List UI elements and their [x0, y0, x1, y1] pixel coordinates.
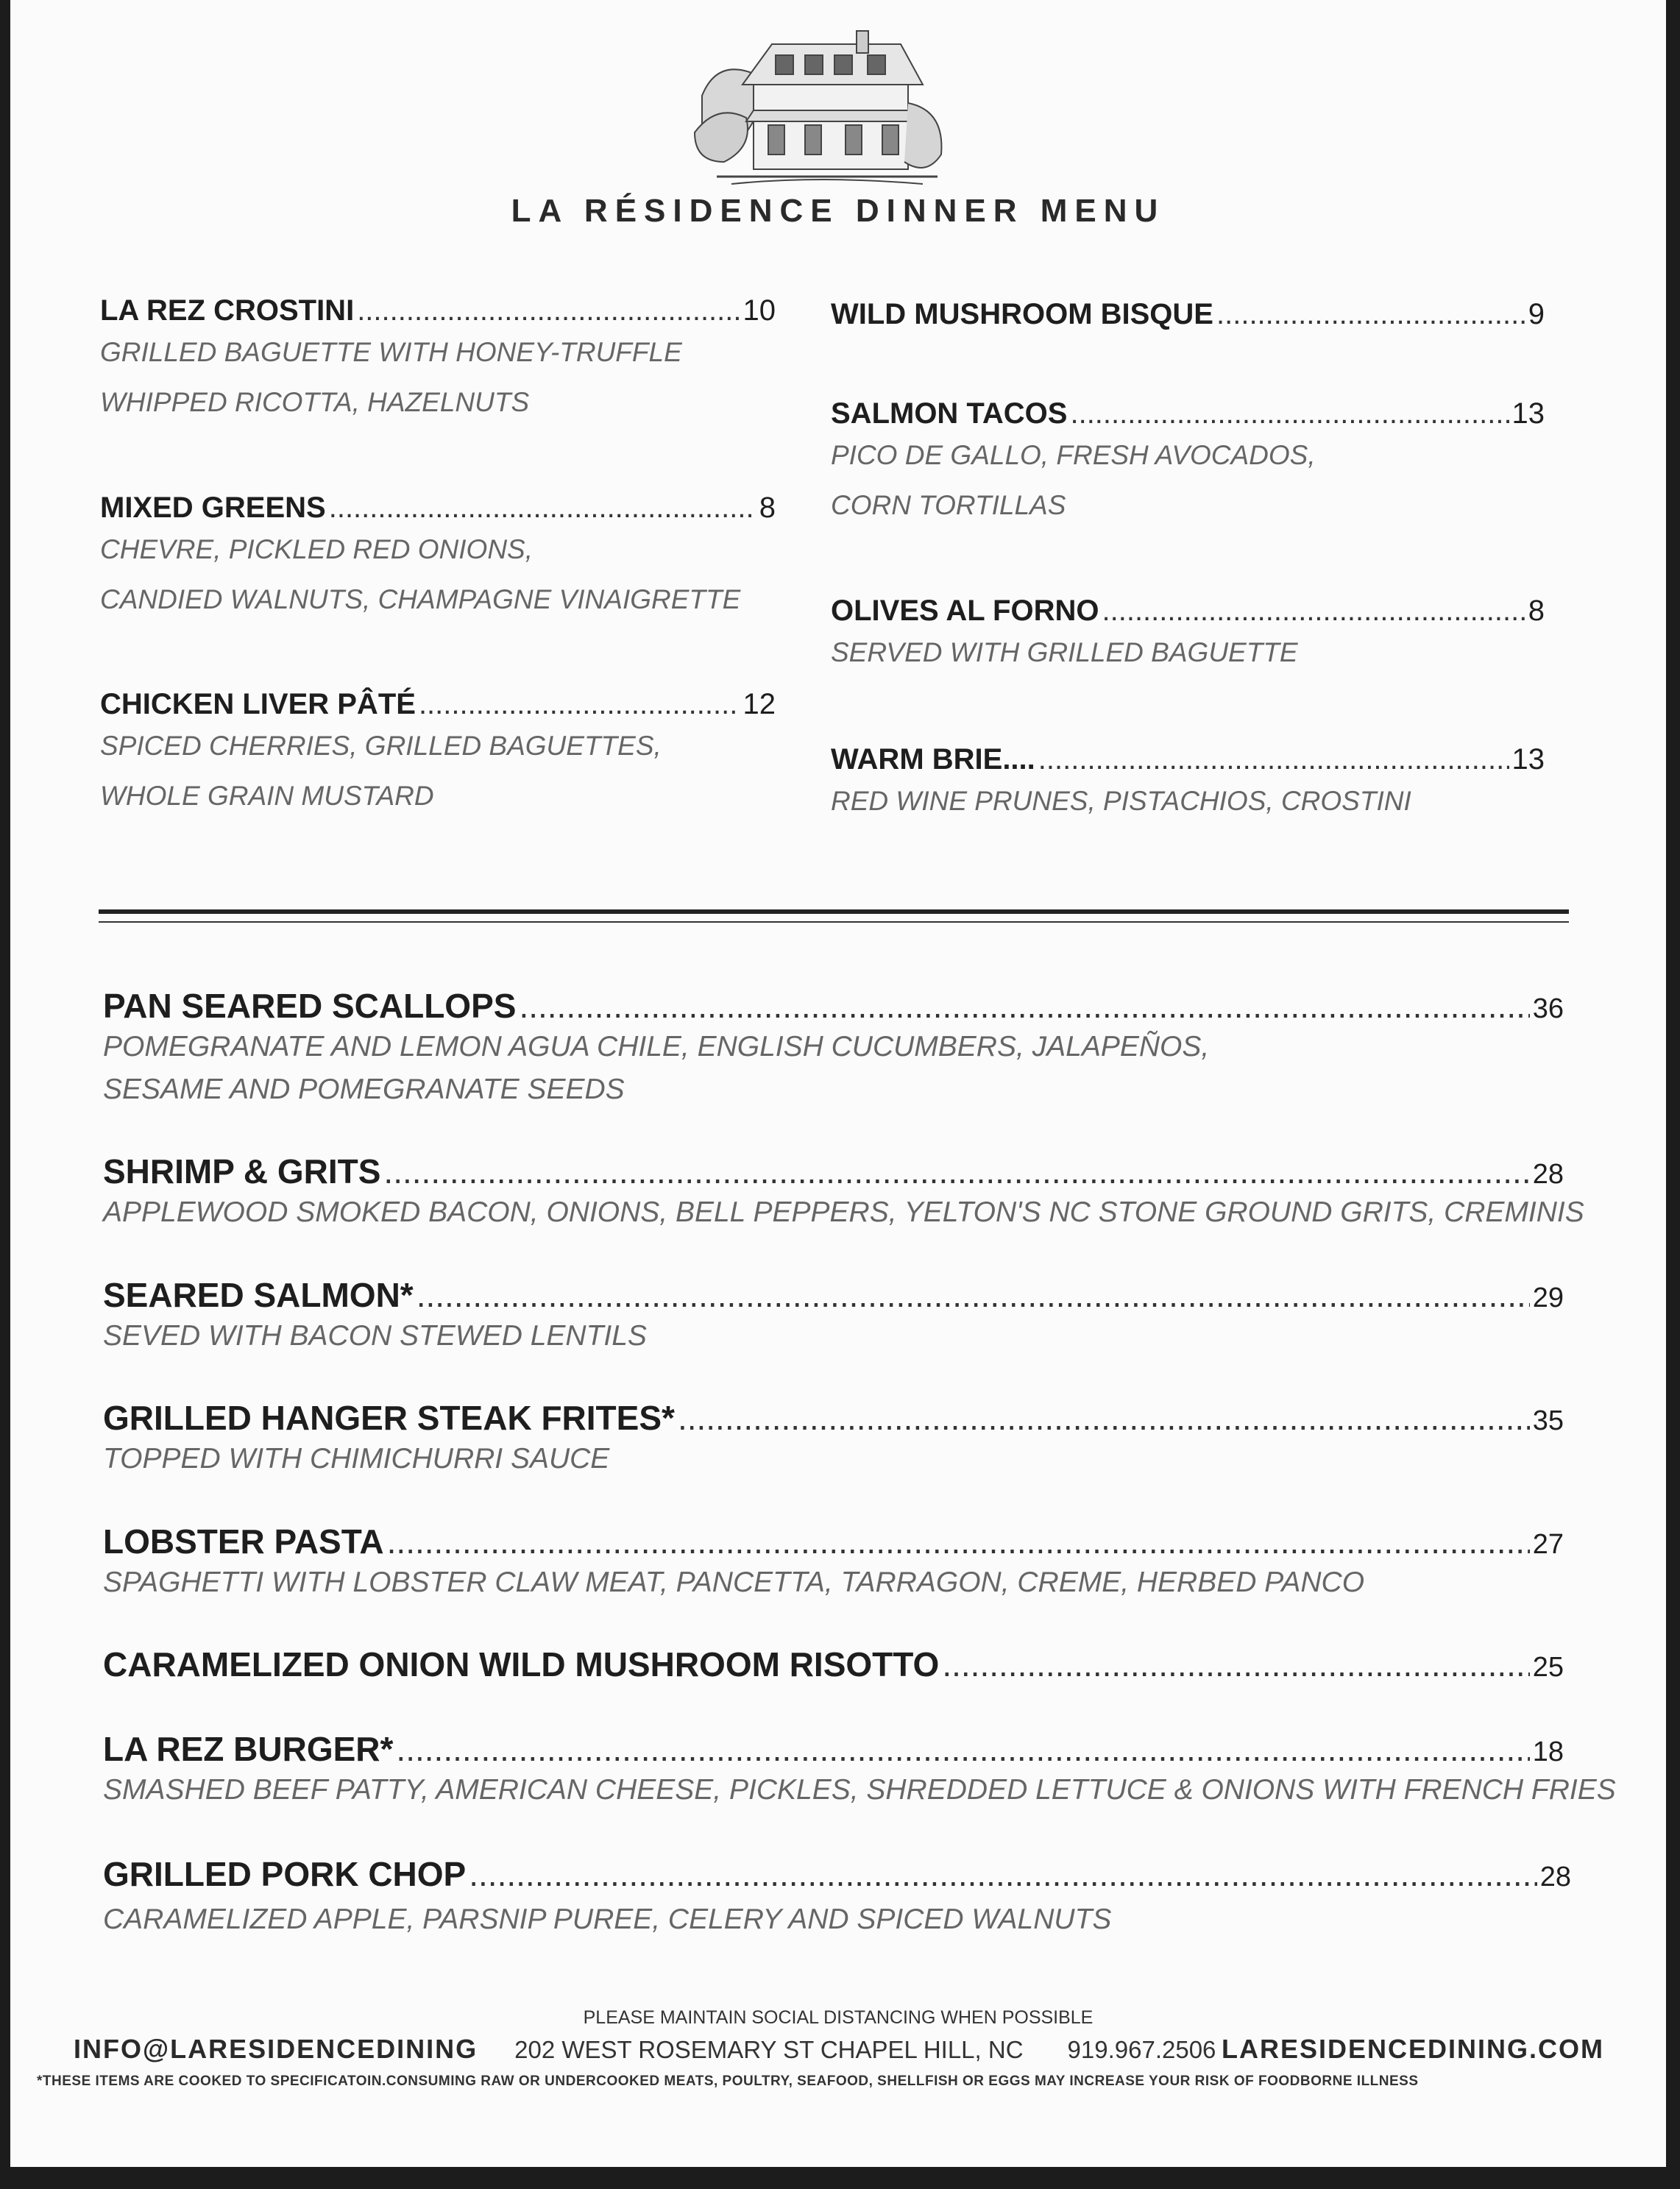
item-name: SHRIMP & GRITS — [103, 1152, 381, 1191]
menu-item — [103, 1522, 1564, 1604]
menu-item — [831, 743, 1545, 826]
menu-item — [100, 492, 776, 625]
item-description: TOPPED WITH CHIMICHURRI SAUCE — [103, 1443, 610, 1475]
item-price: 28 — [1532, 1159, 1564, 1190]
item-description: SPICED CHERRIES, GRILLED BAGUETTES, — [100, 731, 662, 761]
item-price: 10 — [742, 294, 776, 327]
item-name: WILD MUSHROOM BISQUE — [831, 298, 1213, 330]
menu-item — [103, 1152, 1584, 1234]
menu-item — [100, 294, 776, 427]
menu-item — [103, 1275, 1564, 1358]
item-description: GRILLED BAGUETTE WITH HONEY-TRUFFLE — [100, 337, 682, 367]
menu-page — [10, 0, 1666, 2167]
item-name: MIXED GREENS — [100, 492, 326, 524]
item-description: SMASHED BEEF PATTY, AMERICAN CHEESE, PICKLES, SHREDDED LETTUCE & ONIONS WITH FRENCH FRIES — [103, 1774, 1616, 1806]
item-description: APPLEWOOD SMOKED BACON, ONIONS, BELL PEPPERS, YELTON'S NC STONE GROUND GRITS, CREMINIS — [103, 1196, 1584, 1228]
item-price: 25 — [1532, 1652, 1564, 1683]
house-illustration-icon — [687, 29, 952, 191]
contact-phone[interactable]: 919.967.2506 — [1067, 2036, 1216, 2063]
item-name: GRILLED PORK CHOP — [103, 1855, 467, 1893]
item-name: CHICKEN LIVER PÂTÉ — [100, 688, 416, 720]
item-price: 13 — [1511, 743, 1545, 776]
item-name: PAN SEARED SCALLOPS — [103, 987, 517, 1025]
item-price: 8 — [1528, 595, 1545, 627]
item-name: CARAMELIZED ONION WILD MUSHROOM RISOTTO — [103, 1645, 940, 1684]
item-description: CORN TORTILLAS — [831, 490, 1066, 520]
item-description: WHIPPED RICOTTA, HAZELNUTS — [100, 387, 530, 417]
item-description: SEVED WITH BACON STEWED LENTILS — [103, 1320, 647, 1352]
menu-item — [103, 1854, 1571, 1945]
item-description: WHOLE GRAIN MUSTARD — [100, 781, 434, 811]
menu-item — [103, 986, 1564, 1111]
item-name: LA REZ CROSTINI — [100, 294, 355, 327]
item-name: OLIVES AL FORNO — [831, 595, 1099, 627]
food-safety-disclaimer: *THESE ITEMS ARE COOKED TO SPECIFICATOIN.CONSUMING RAW OR UNDERCOOKED MEATS, POULTRY, SEAFOOD, SHELLFISH OR EGGS MAY INCREASE YOUR RISK OF FOODBORNE ILLNESS — [37, 2073, 1419, 2089]
item-price: 8 — [759, 492, 776, 524]
item-price: 18 — [1532, 1736, 1564, 1767]
menu-item — [100, 688, 776, 821]
item-name: WARM BRIE.... — [831, 743, 1035, 776]
item-price: 13 — [1511, 397, 1545, 430]
item-description: CANDIED WALNUTS, CHAMPAGNE VINAIGRETTE — [100, 584, 741, 614]
item-name: LA REZ BURGER* — [103, 1730, 394, 1768]
item-description: CARAMELIZED APPLE, PARSNIP PUREE, CELERY AND SPICED WALNUTS — [103, 1904, 1112, 1935]
item-price: 36 — [1532, 993, 1564, 1024]
menu-item — [831, 298, 1545, 331]
item-description: PICO DE GALLO, FRESH AVOCADOS, — [831, 440, 1316, 470]
item-price: 35 — [1532, 1405, 1564, 1436]
item-price: 9 — [1528, 298, 1545, 330]
menu-item — [103, 1398, 1564, 1480]
item-price: 28 — [1539, 1862, 1571, 1892]
social-distancing-note: PLEASE MAINTAIN SOCIAL DISTANCING WHEN POSSIBLE — [583, 2007, 1094, 2028]
menu-item — [831, 595, 1545, 678]
menu-item — [831, 397, 1545, 531]
section-divider — [99, 909, 1569, 923]
item-name: SEARED SALMON* — [103, 1276, 414, 1314]
item-description: POMEGRANATE AND LEMON AGUA CHILE, ENGLISH CUCUMBERS, JALAPEÑOS, — [103, 1031, 1210, 1062]
item-name: LOBSTER PASTA — [103, 1522, 384, 1561]
item-name: SALMON TACOS — [831, 397, 1068, 430]
item-description: SERVED WITH GRILLED BAGUETTE — [831, 637, 1298, 667]
item-price: 12 — [742, 688, 776, 720]
bottom-edge — [0, 2167, 1680, 2189]
website-link[interactable]: LARESIDENCEDINING.COM — [1221, 2034, 1604, 2064]
contact-email[interactable]: INFO@LARESIDENCEDINING — [74, 2034, 478, 2064]
menu-item — [103, 1729, 1616, 1812]
item-price: 29 — [1532, 1282, 1564, 1313]
menu-item — [103, 1645, 1564, 1684]
item-name: GRILLED HANGER STEAK FRITES* — [103, 1399, 675, 1437]
item-description: RED WINE PRUNES, PISTACHIOS, CROSTINI — [831, 786, 1411, 816]
contact-address: 202 WEST ROSEMARY ST CHAPEL HILL, NC — [514, 2036, 1024, 2063]
menu-title: LA RÉSIDENCE DINNER MENU — [511, 193, 1166, 229]
item-price: 27 — [1532, 1529, 1564, 1560]
item-description: SESAME AND POMEGRANATE SEEDS — [103, 1074, 625, 1105]
contact-row — [74, 2034, 1604, 2065]
item-description: SPAGHETTI WITH LOBSTER CLAW MEAT, PANCETTA, TARRAGON, CREME, HERBED PANCO — [103, 1567, 1365, 1598]
item-description: CHEVRE, PICKLED RED ONIONS, — [100, 534, 534, 564]
